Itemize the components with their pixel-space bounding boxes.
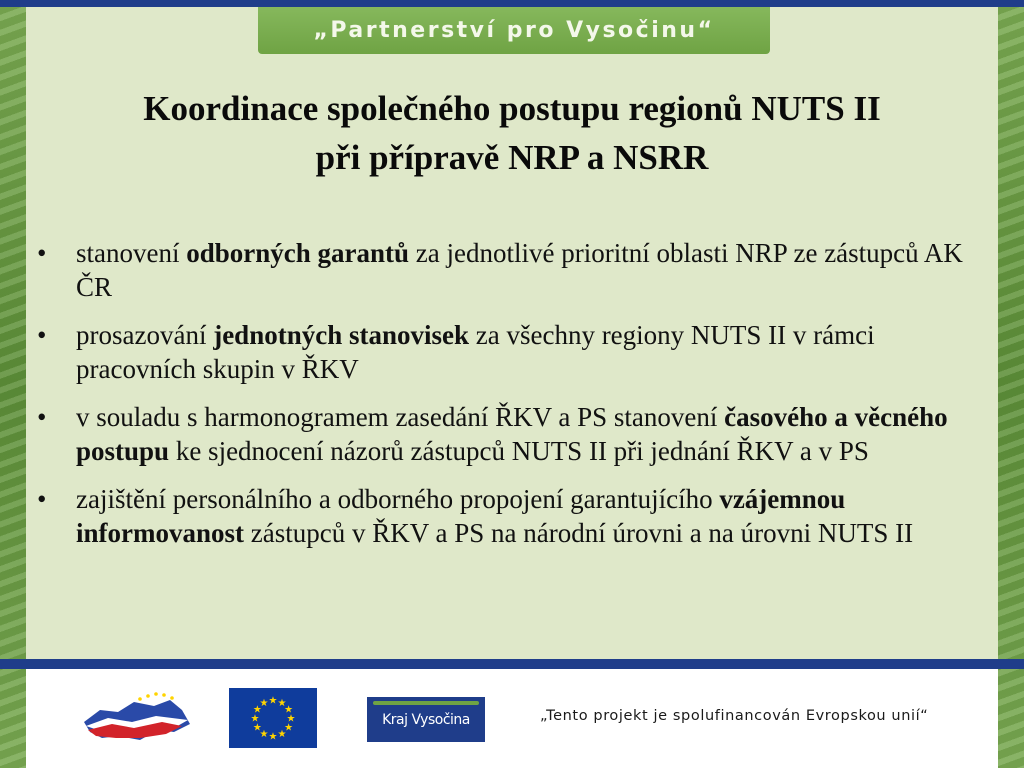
eu-star-icon: ★ — [268, 695, 278, 707]
czech-map-logo-icon — [78, 688, 198, 748]
bullet-text: prosazování — [76, 320, 214, 350]
eu-star-icon: ★ — [277, 729, 287, 741]
top-blue-bar — [0, 0, 1024, 7]
bullet-item — [30, 482, 990, 550]
eu-star-icon: ★ — [286, 713, 296, 725]
right-decorative-border — [998, 0, 1024, 768]
eu-star-icon: ★ — [268, 731, 278, 743]
bullet-bold-text: vzájemnou informovanost — [76, 484, 846, 548]
eu-star-icon: ★ — [252, 704, 262, 716]
bullet-bold-text: jednotných stanovisek — [213, 320, 469, 350]
bullet-bold-text: časového a věcného postupu — [76, 402, 948, 466]
bullet-text: za jednotlivé prioritní oblasti NRP ze zástupců AK ČR — [76, 238, 963, 302]
bullet-item — [30, 400, 990, 468]
eu-star-icon: ★ — [284, 704, 294, 716]
bullet-item — [30, 318, 990, 386]
cofinance-note: „Tento projekt je spolufinancován Evropskou unií“ — [540, 708, 929, 724]
left-decorative-border — [0, 0, 26, 768]
bullet-dot: • — [37, 320, 47, 350]
slide-title-line-1: Koordinace společného postupu regionů NUTS II — [143, 89, 881, 128]
bullet-text: v souladu s harmonogramem zasedání ŘKV a PS stanovení — [76, 402, 725, 432]
eu-flag-icon — [229, 688, 317, 748]
eu-star-icon: ★ — [252, 722, 262, 734]
bullet-text: zajištění personálního a odborného propojení garantujícího — [76, 484, 720, 514]
header-banner — [258, 7, 770, 54]
eu-star-icon: ★ — [277, 697, 287, 709]
bullet-list — [30, 236, 990, 564]
bullet-text: stanovení — [76, 238, 187, 268]
bullet-bold-text: odborných garantů — [186, 238, 410, 268]
slide-title-line-2: při přípravě NRP a NSRR — [315, 138, 709, 177]
bullet-item — [30, 236, 990, 304]
bullet-dot: • — [37, 402, 47, 432]
bullet-dot: • — [37, 484, 47, 514]
bottom-blue-bar — [0, 659, 1024, 669]
eu-star-icon: ★ — [259, 729, 269, 741]
slide-title — [40, 84, 984, 182]
bullet-text: ke sjednocení názorů zástupců NUTS II při jednání ŘKV a v PS — [169, 436, 869, 466]
bullet-text: za všechny regiony NUTS II v rámci pracovních skupin v ŘKV — [76, 320, 875, 384]
kraj-vysocina-logo-icon — [367, 697, 485, 742]
bullet-text: zástupců v ŘKV a PS na národní úrovni a na úrovni NUTS II — [244, 518, 914, 548]
bullet-dot: • — [37, 238, 47, 268]
eu-star-icon: ★ — [259, 697, 269, 709]
banner-text: „Partnerství pro Vysočinu“ — [313, 18, 715, 43]
kraj-logo-text: Kraj Vysočina — [382, 711, 470, 728]
eu-star-icon: ★ — [284, 722, 294, 734]
eu-star-icon: ★ — [250, 713, 260, 725]
